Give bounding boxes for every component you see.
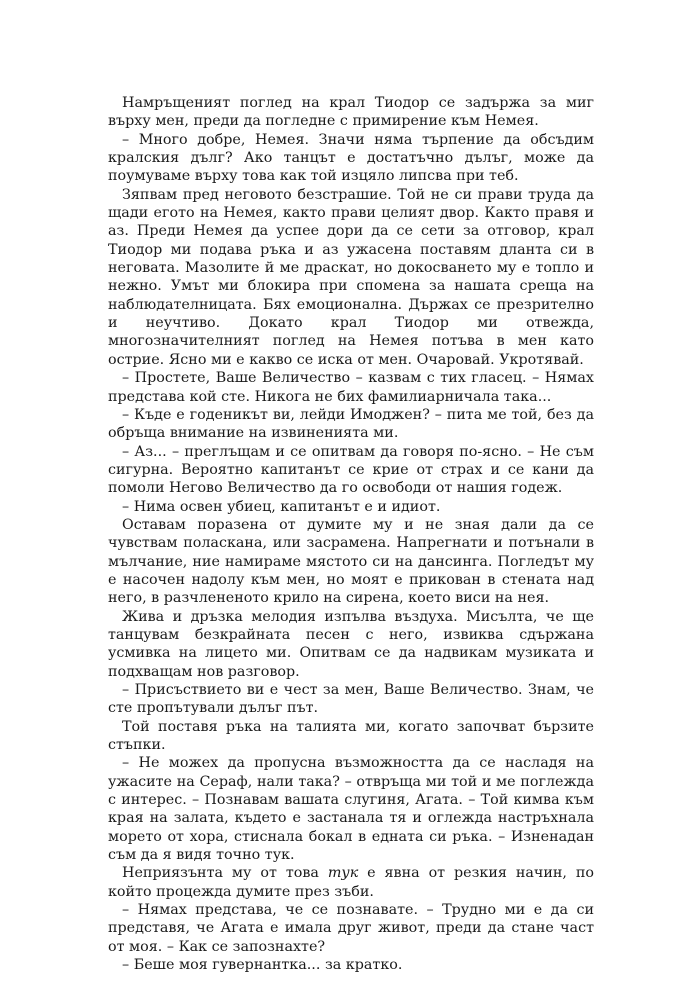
emphasized-word: тук (327, 865, 359, 882)
paragraph: – Нямах представа, че се познавате. – Трудно ми е да си представя, че Агата е имала друг живот, преди да стане част от моя. – Как се запознахте? (108, 902, 594, 955)
paragraph: Оставам поразена от думите му и не зная дали да се чувствам поласкана, или засрамена. Напрегнати и потънали в мълчание, ние намираме мястото си на дансинга. Погледът му е насочен надолу към мен, но моят е прикован в стената над него, в разчлененото крило на сирена, което виси на нея. (108, 516, 594, 607)
paragraph: – Беше моя гувернантка... за кратко. (122, 957, 403, 974)
paragraph: – Много добре, Немея. Значи няма търпение да обсъдим кралския дълг? Ако танцът е достатъчно дълъг, може да поумуваме върху това как той изцяло липсва при теб. (108, 131, 594, 185)
paragraph: – Аз... – преглъщам и се опитвам да говоря по-ясно. – Не съм сигурна. Вероятно капитанът се крие от страх и се кани да помоли Негово Величество да го освободи от нашия годеж. (108, 443, 594, 497)
paragraph: – Простете, Ваше Величество – казвам с тих гласец. – Нямах представа кой сте. Никога не бих фамилиарничала така... (108, 370, 594, 405)
paragraph: – Нима освен убиец, капитанът е и идиот. (122, 498, 441, 515)
paragraph (108, 864, 594, 901)
paragraph: – Не можех да пропусна възможността да се насладя на ужасите на Сераф, нали така? – отвръща ми той и ме поглежда с интерес. – Познавам вашата слугиня, Агата. – Той кимва към края на залата, където е застанала тя и оглежда настръхнала морето от хора, стиснала бокал в едната си ръка. – Изненадан съм да я видя точно тук. (108, 755, 594, 864)
paragraph: Намръщеният поглед на крал Тиодор се задържа за миг върху мен, преди да погледне с примирение към Немея. (108, 95, 594, 130)
paragraph: Той поставя ръка на талията ми, когато започват бързите стъпки. (108, 718, 594, 754)
paragraph-text: Неприязънта му от това (122, 865, 328, 882)
paragraph-text: е явна от резкия начин, по който процежда думите през зъби. (108, 865, 594, 900)
paragraph: Зяпвам пред неговото безстрашие. Той не си прави труда да щади егото на Немея, както прави целият двор. Както правя и аз. Преди Немея да успее дори да се сети за отговор, крал Тиодор ми подава ръка и аз ужасена поставям дланта си в неговата. Мазолите й ме драскат, но докосването му е топло и нежно. Умът ми блокира при спомена за нашата среща на наблюдателницата. Бях емоционална. Държах се презрително и неучтиво. Докато крал Тиодор ми отвежда, многозначителният поглед на Немея потъва в мен като острие. Ясно ми е какво се иска от мен. Очаровай. Укротявай. (108, 186, 594, 368)
paragraph: Жива и дръзка мелодия изпълва въздуха. Мисълта, че ще танцувам безкрайната песен с него, извиква сдържана усмивка на лицето ми. Опитвам се да надвикам музиката и подхващам нов разговор. (108, 608, 594, 680)
paragraph: – Присъствието ви е чест за мен, Ваше Величество. Знам, че сте пропътували дълъг път. (108, 682, 594, 717)
paragraph: – Къде е годеникът ви, лейди Имоджен? – пита ме той, без да обръща внимание на извиненията ми. (108, 406, 594, 442)
body-text (108, 94, 594, 975)
